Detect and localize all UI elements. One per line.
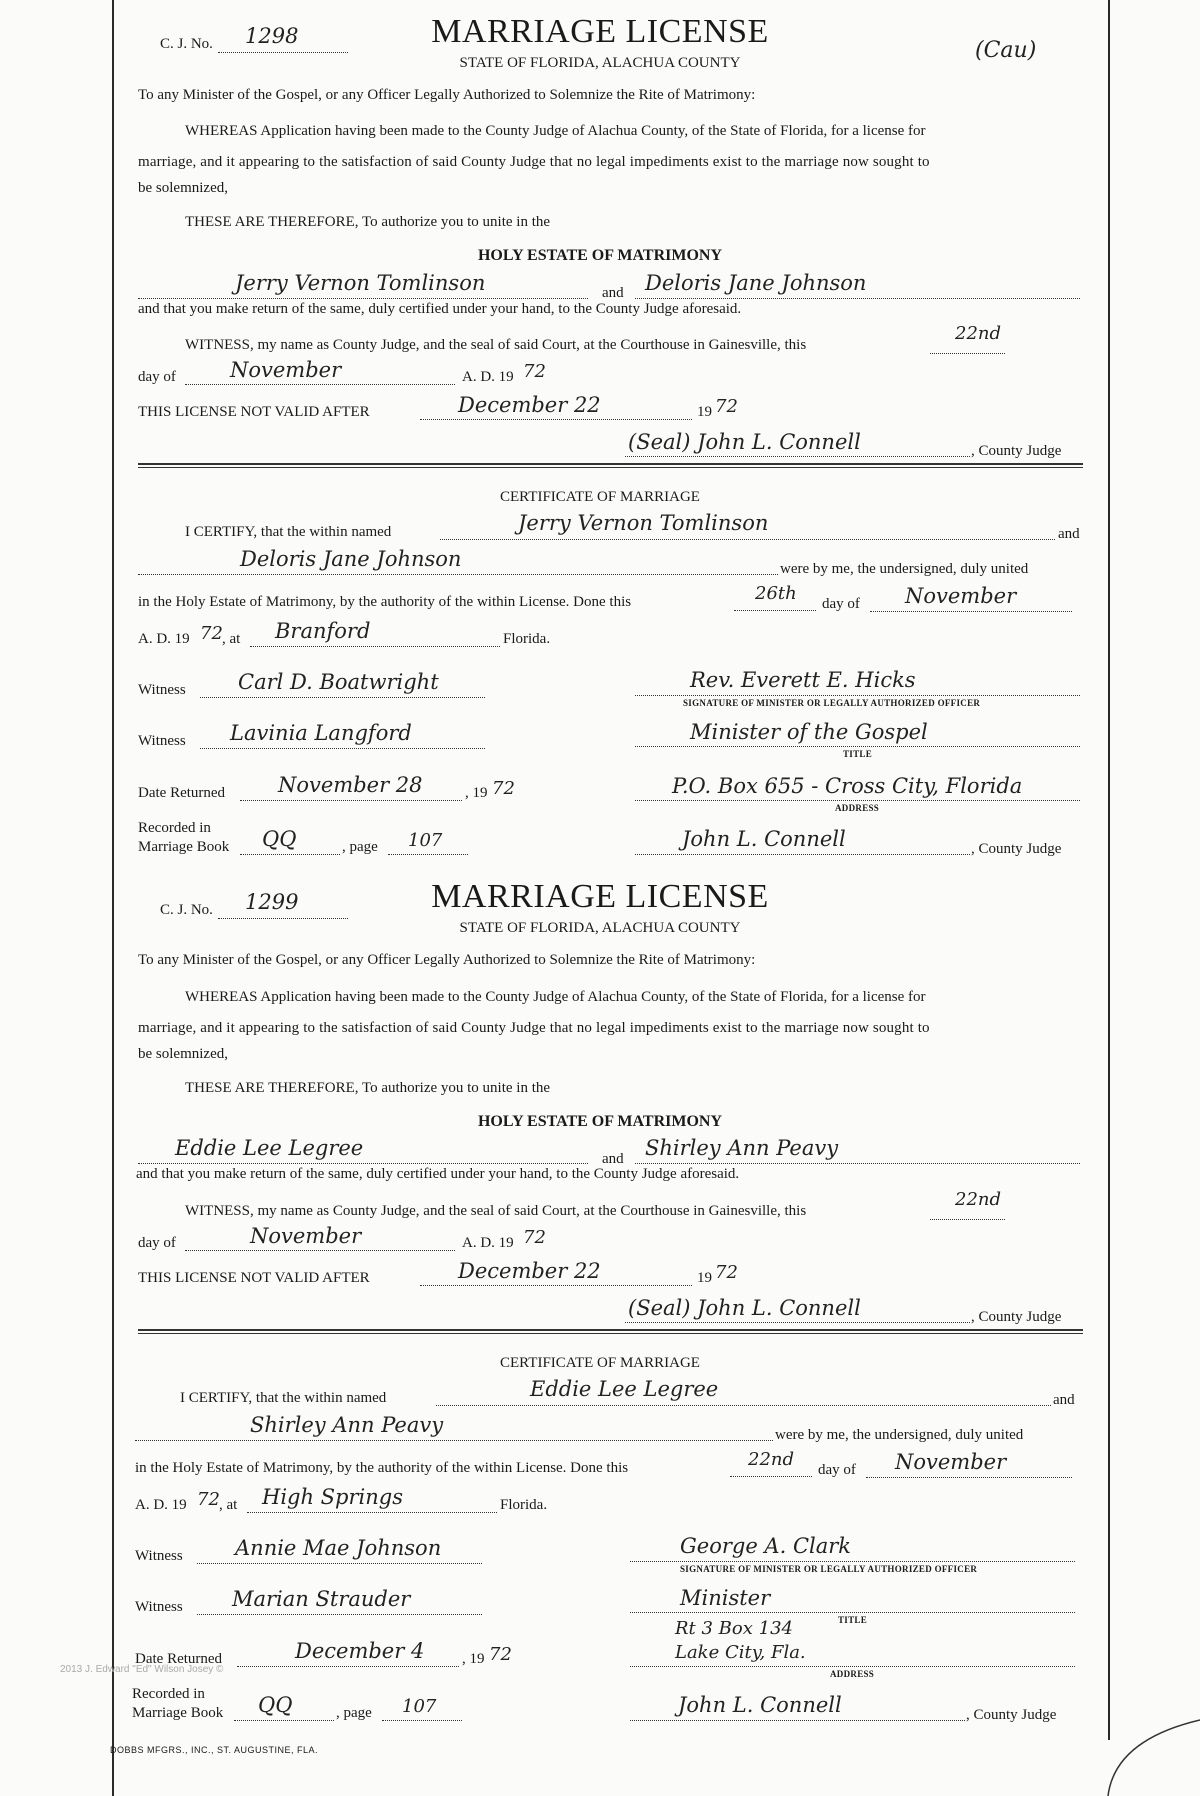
recorder-signature-line [635, 854, 970, 855]
printer-footer: DOBBS MFGRS., INC., ST. AUGUSTINE, FLA. [110, 1745, 319, 1755]
done-month: November [905, 584, 1017, 608]
witness-day-line [930, 353, 1005, 354]
date-returned-line [240, 800, 462, 801]
returned-year-prefix: , 19 [465, 785, 488, 801]
cj-number-line [218, 52, 348, 53]
groom-name: Jerry Vernon Tomlinson [235, 271, 486, 295]
day-of-label-2: day of [822, 596, 860, 612]
cj-label: C. J. No. [160, 36, 213, 52]
witness1-line [200, 697, 485, 698]
ad-label: A. D. 19 [462, 1235, 514, 1251]
done-month-line [866, 1477, 1072, 1478]
cert-bride: Deloris Jane Johnson [240, 547, 462, 571]
officer-address-1: P.O. Box 655 - Cross City, Florida [672, 774, 1023, 798]
ad-label: A. D. 19 [462, 369, 514, 385]
returned-year: 72 [489, 1644, 512, 1665]
marriage-place: Branford [275, 619, 371, 643]
witness1-label: Witness [138, 682, 186, 698]
florida-label: Florida. [500, 1497, 548, 1513]
cert-groom-line [440, 539, 1055, 540]
judge-signature-line [625, 1322, 970, 1323]
officer-address-2: Lake City, Fla. [675, 1642, 806, 1663]
cj-number-line [218, 918, 348, 919]
copyright-watermark: 2013 J. Edward "Ed" Wilson Josey © [60, 1664, 224, 1675]
return-line: and that you make return of the same, duly certified under your hand, to the County Judge aforesaid. [138, 301, 742, 317]
recorder-signature-line [630, 1720, 965, 1721]
license-year: 72 [523, 1227, 546, 1248]
not-valid-year: 72 [715, 1262, 738, 1283]
ad-label-2: A. D. 19 [138, 631, 190, 647]
marriage-book: QQ [258, 1693, 293, 1717]
witness2-line [197, 1614, 482, 1615]
address-line: To any Minister of the Gospel, or any Officer Legally Authorized to Solemnize the Rite of Matrimony: [138, 952, 756, 968]
witness2-label: Witness [138, 733, 186, 749]
witness2-label: Witness [135, 1599, 183, 1615]
cert-and-label: and [1053, 1392, 1075, 1408]
recorder-signature: John L. Connell [678, 1693, 842, 1717]
cert-groom: Jerry Vernon Tomlinson [518, 511, 769, 535]
returned-year-prefix: , 19 [462, 1651, 485, 1667]
whereas-line-3: be solemnized, [138, 1046, 228, 1062]
address-caption: ADDRESS [835, 803, 880, 813]
united-label: were by me, the undersigned, duly united [775, 1427, 1024, 1443]
witness-line: WITNESS, my name as County Judge, and the seal of said Court, at the Courthouse in Gainesville, this [185, 1203, 807, 1219]
witness1-label: Witness [135, 1548, 183, 1564]
bride-line [635, 298, 1080, 299]
day-of-label: day of [138, 1235, 176, 1251]
address-caption: ADDRESS [830, 1669, 875, 1679]
not-valid-date-line [420, 1285, 692, 1286]
book-page: 107 [408, 830, 443, 851]
officer-title-line [635, 746, 1080, 747]
cj-label: C. J. No. [160, 902, 213, 918]
page-curl-corner [1050, 1700, 1200, 1796]
recorded-label: Recorded in [138, 820, 211, 836]
authority-line: in the Holy Estate of Matrimony, by the authority of the within License. Done this [135, 1460, 629, 1476]
license-subtitle: STATE OF FLORIDA, ALACHUA COUNTY [459, 920, 741, 936]
judge-signature: (Seal) John L. Connell [628, 1296, 861, 1320]
marriage-book-label: Marriage Book [138, 839, 230, 855]
authority-line: in the Holy Estate of Matrimony, by the authority of the within License. Done this [138, 594, 632, 610]
officer-signature-line [635, 695, 1080, 696]
and-label: and [602, 1151, 624, 1167]
cert-groom: Eddie Lee Legree [530, 1377, 719, 1401]
date-returned: December 4 [295, 1639, 425, 1663]
certificate-title: CERTIFICATE OF MARRIAGE [500, 489, 700, 505]
book-line [234, 1720, 334, 1721]
cert-and-label: and [1058, 526, 1080, 542]
holy-estate-heading: HOLY ESTATE OF MATRIMONY [477, 1113, 723, 1130]
page-label: , page [342, 839, 378, 855]
place-line [250, 646, 500, 647]
return-line: and that you make return of the same, duly certified under your hand, to the County Judge aforesaid. [136, 1166, 740, 1182]
therefore-line: THESE ARE THEREFORE, To authorize you to unite in the [185, 1080, 551, 1096]
month-line [185, 384, 455, 385]
cert-bride: Shirley Ann Peavy [250, 1413, 444, 1437]
not-valid-date: December 22 [458, 1259, 601, 1283]
witness1-line [197, 1563, 482, 1564]
witness-day-line [930, 1219, 1005, 1220]
page-line [388, 854, 468, 855]
officer-title: Minister [680, 1586, 771, 1610]
witness-day: 22nd [955, 1189, 1002, 1210]
not-valid-year: 72 [715, 396, 738, 417]
whereas-line-3: be solemnized, [138, 180, 228, 196]
day-of-label: day of [138, 369, 176, 385]
cert-bride-line [135, 1440, 773, 1441]
at-label: , at [222, 631, 241, 647]
not-valid-date-line [420, 419, 692, 420]
license-subtitle: STATE OF FLORIDA, ALACHUA COUNTY [459, 55, 741, 71]
place-line [247, 1512, 497, 1513]
judge-signature-line [625, 456, 970, 457]
united-label: were by me, the undersigned, duly united [780, 561, 1029, 577]
license-title: MARRIAGE LICENSE [431, 878, 769, 915]
not-valid-year-prefix: 19 [697, 404, 712, 420]
certify-label: I CERTIFY, that the within named [180, 1390, 387, 1406]
witness2-line [200, 748, 485, 749]
whereas-line-2: marriage, and it appearing to the satisfaction of said County Judge that no legal impediments exist to the marriage now sought to [138, 154, 930, 170]
bride-line [635, 1163, 1080, 1164]
witness1-name: Annie Mae Johnson [235, 1536, 442, 1560]
county-judge-label: , County Judge [971, 1309, 1062, 1325]
not-valid-year-prefix: 19 [697, 1270, 712, 1286]
county-judge-label-2: , County Judge [971, 841, 1062, 857]
groom-line [138, 1163, 588, 1164]
title-caption: TITLE [838, 1615, 868, 1625]
florida-label: Florida. [503, 631, 551, 647]
certificate-title: CERTIFICATE OF MARRIAGE [500, 1355, 700, 1371]
day-of-label-2: day of [818, 1462, 856, 1478]
witness-line: WITNESS, my name as County Judge, and the seal of said Court, at the Courthouse in Gainesville, this [185, 337, 807, 353]
groom-line [138, 298, 588, 299]
witness-day: 22nd [955, 323, 1002, 344]
book-line [240, 854, 340, 855]
therefore-line: THESE ARE THEREFORE, To authorize you to unite in the [185, 214, 551, 230]
book-page: 107 [402, 1696, 437, 1717]
bride-name: Shirley Ann Peavy [645, 1136, 839, 1160]
date-returned: November 28 [278, 773, 423, 797]
marriage-book-label: Marriage Book [132, 1705, 224, 1721]
cert-groom-line [436, 1405, 1051, 1406]
done-day: 22nd [748, 1449, 795, 1470]
officer-address-line [630, 1666, 1075, 1667]
done-year: 72 [200, 623, 223, 644]
whereas-line-1: WHEREAS Application having been made to the County Judge of Alachua County, of the State of Florida, for a license for [185, 989, 926, 1005]
done-day: 26th [755, 583, 797, 604]
witness1-name: Carl D. Boatwright [238, 670, 439, 694]
ad-label-2: A. D. 19 [135, 1497, 187, 1513]
date-returned-label: Date Returned [138, 785, 226, 801]
done-year: 72 [197, 1489, 220, 1510]
groom-name: Eddie Lee Legree [175, 1136, 364, 1160]
not-valid-label: THIS LICENSE NOT VALID AFTER [138, 404, 370, 420]
officer-address-line [635, 800, 1080, 801]
certify-label: I CERTIFY, that the within named [185, 524, 392, 540]
county-judge-label-2: , County Judge [966, 1707, 1057, 1723]
county-judge-label: , County Judge [971, 443, 1062, 459]
recorder-signature: John L. Connell [682, 827, 846, 851]
license-title: MARRIAGE LICENSE [431, 13, 769, 50]
section-divider [138, 463, 1083, 468]
judge-signature: (Seal) John L. Connell [628, 430, 861, 454]
page-label: , page [336, 1705, 372, 1721]
whereas-line-2: marriage, and it appearing to the satisfaction of said County Judge that no legal impediments exist to the marriage now sought to [138, 1020, 930, 1036]
not-valid-label: THIS LICENSE NOT VALID AFTER [138, 1270, 370, 1286]
marriage-place: High Springs [262, 1485, 404, 1509]
done-month-line [870, 611, 1072, 612]
officer-signature: Rev. Everett E. Hicks [690, 668, 916, 692]
whereas-line-1: WHEREAS Application having been made to the County Judge of Alachua County, of the State of Florida, for a license for [185, 123, 926, 139]
bride-name: Deloris Jane Johnson [645, 271, 867, 295]
officer-caption: SIGNATURE OF MINISTER OR LEGALLY AUTHORIZED OFFICER [683, 698, 981, 708]
at-label: , at [219, 1497, 238, 1513]
section-divider [138, 1329, 1083, 1334]
done-month: November [895, 1450, 1007, 1474]
officer-title: Minister of the Gospel [690, 720, 928, 744]
page-line [382, 1720, 462, 1721]
cj-number: 1299 [245, 890, 299, 914]
license-year: 72 [523, 361, 546, 382]
license-month: November [250, 1224, 362, 1248]
cj-number: 1298 [245, 24, 299, 48]
date-returned-line [237, 1666, 459, 1667]
done-day-line [730, 1476, 812, 1477]
officer-signature: George A. Clark [680, 1534, 852, 1558]
date-returned-label: Date Returned [135, 1651, 223, 1667]
witness2-name: Marian Strauder [232, 1587, 411, 1611]
done-day-line [734, 610, 816, 611]
officer-caption: SIGNATURE OF MINISTER OR LEGALLY AUTHORIZED OFFICER [680, 1564, 978, 1574]
marriage-book: QQ [262, 827, 297, 851]
corner-annotation: (Cau) [975, 38, 1037, 63]
recorded-label: Recorded in [132, 1686, 205, 1702]
cert-bride-line [138, 574, 778, 575]
not-valid-date: December 22 [458, 393, 601, 417]
returned-year: 72 [492, 778, 515, 799]
officer-address-1: Rt 3 Box 134 [675, 1618, 793, 1639]
officer-title-line [630, 1612, 1075, 1613]
officer-signature-line [630, 1561, 1075, 1562]
license-month: November [230, 358, 342, 382]
holy-estate-heading: HOLY ESTATE OF MATRIMONY [477, 247, 723, 264]
and-label: and [602, 285, 624, 301]
title-caption: TITLE [843, 749, 873, 759]
witness2-name: Lavinia Langford [230, 721, 412, 745]
address-line: To any Minister of the Gospel, or any Officer Legally Authorized to Solemnize the Rite of Matrimony: [138, 87, 756, 103]
month-line [185, 1250, 455, 1251]
